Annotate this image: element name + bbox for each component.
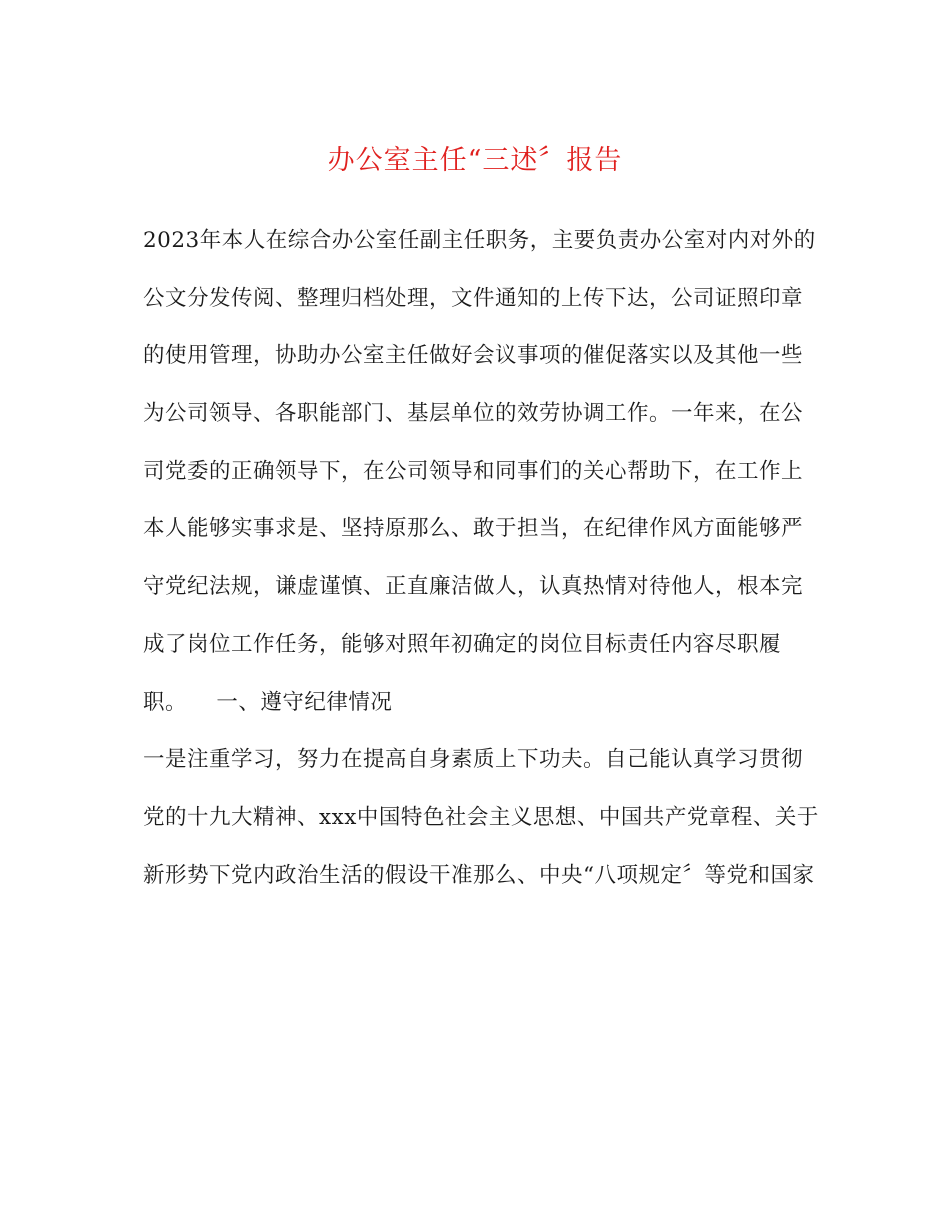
body-line-2: 公文分发传阅、整理归档处理，文件通知的上传下达，公司证照印章 (143, 285, 804, 311)
body-line-8: 成了岗位工作任务，能够对照年初确定的岗位目标责任内容尽职履 (143, 631, 782, 657)
body-line-3: 的使用管理，协助办公室主任做好会议事项的催促落实以及其他一些 (143, 343, 804, 369)
body-line-7: 守党纪法规，谦虚谨慎、正直廉洁做人，认真热情对待他人，根本完 (143, 574, 804, 600)
body-line-10: 一是注重学习，努力在提高自身素质上下功夫。自己能认真学习贯彻 (143, 747, 804, 773)
body-line-6: 本人能够实事求是、坚持原那么、敢于担当，在纪律作风方面能够严 (143, 516, 804, 542)
body-line-12: 新形势下党内政治生活的假设干准那么、中央“八项规定〞等党和国家 (143, 862, 815, 888)
document-body (143, 212, 823, 904)
body-line-4: 为公司领导、各职能部门、基层单位的效劳协调工作。一年来，在公 (143, 401, 804, 427)
body-line-1: 2023年本人在综合办公室任副主任职务，主要负责办公室对内对外的 (143, 228, 816, 253)
body-line-5: 司党委的正确领导下，在公司领导和同事们的关心帮助下，在工作上 (143, 458, 804, 484)
body-line-11: 党的十九大精神、xxx中国特色社会主义思想、中国共产党章程、关于 (143, 804, 819, 830)
document-title: 办公室主任“三述〞报告 (327, 145, 623, 176)
body-line-9: 职。 一、遵守纪律情况 (143, 689, 393, 715)
